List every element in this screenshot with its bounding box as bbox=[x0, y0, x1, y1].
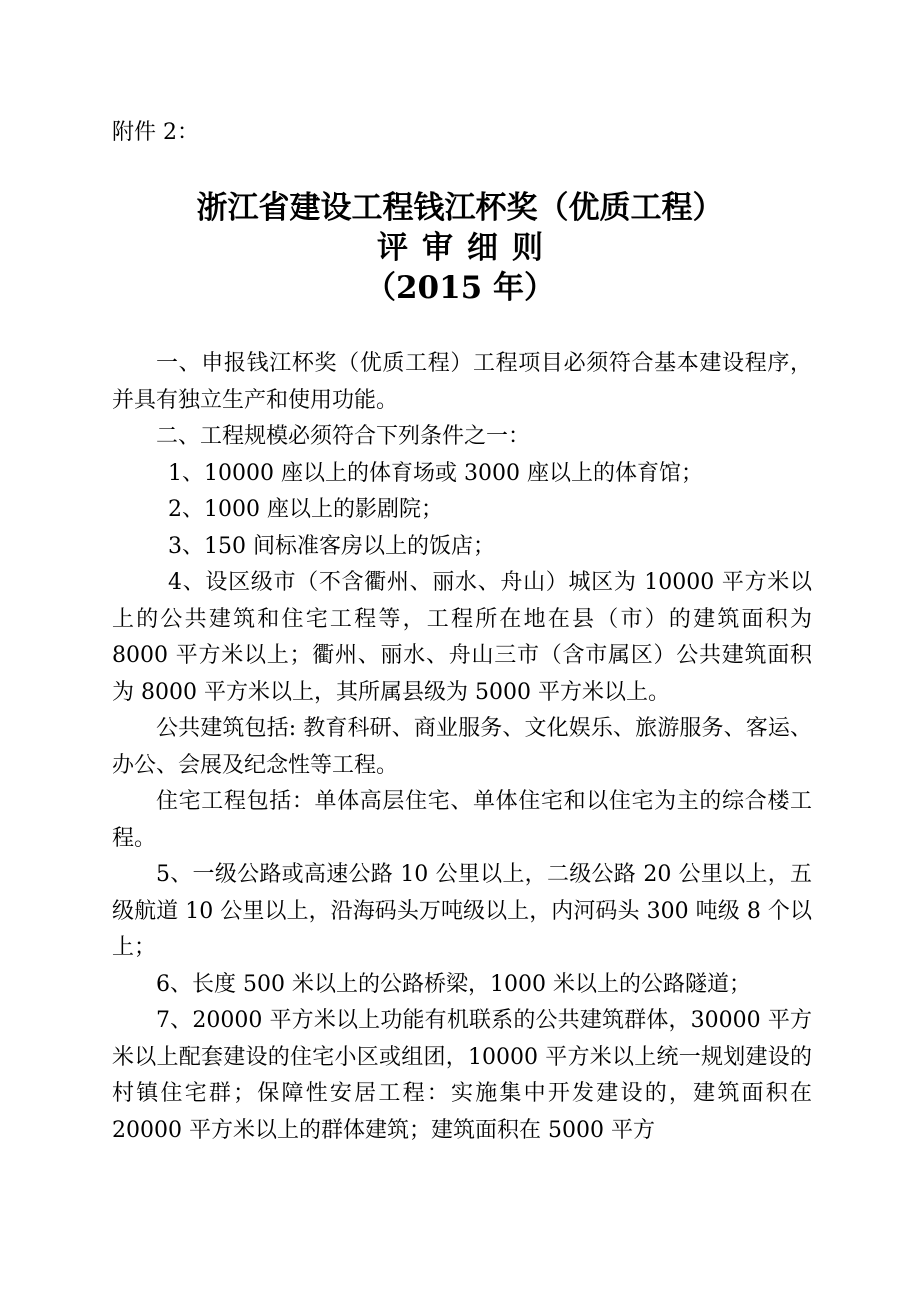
document-body bbox=[112, 346, 812, 1149]
list-item-bridge-tunnel: 6、长度 500 米以上的公路桥梁，1000 米以上的公路隧道； bbox=[156, 971, 751, 997]
list-item-city-area: 4、设区级市（不含衢州、丽水、舟山）城区为 10000 平方米以上的公共建筑和住宅工程等，工程所在地在县（市）的建筑面积为 8000 平方米以上；衢州、丽水、舟山三市（含市属区）公共建筑面积为 8000 平方米以上，其所属县级为 5000 平方米以上。 bbox=[112, 570, 812, 705]
list-item-building-group: 7、20000 平方米以上功能有机联系的公共建筑群体，30000 平方米以上配套建设的住宅小区或组团，10000 平方米以上统一规划建设的村镇住宅群；保障性安居工程：实施集中开发建设的，建筑面积在 20000 平方米以上的群体建筑；建筑面积在 5000 平方 bbox=[112, 1008, 812, 1143]
list-item-highway: 5、一级公路或高速公路 10 公里以上，二级公路 20 公里以上，五级航道 10 公里以上，沿海码头万吨级以上，内河码头 300 吨级 8 个以上； bbox=[112, 862, 812, 960]
paragraph-public-buildings: 公共建筑包括: 教育科研、商业服务、文化娱乐、旅游服务、客运、办公、会展及纪念性等工程。 bbox=[112, 716, 812, 778]
document-subtitle: 评审细则 bbox=[377, 230, 557, 266]
document-year: （2015 年） bbox=[364, 270, 556, 306]
paragraph-residential: 住宅工程包括：单体高层住宅、单体住宅和以住宅为主的综合楼工程。 bbox=[112, 789, 812, 851]
list-item-stadium: 1、10000 座以上的体育场或 3000 座以上的体育馆； bbox=[168, 460, 703, 486]
attachment-label: 附件 2： bbox=[112, 120, 199, 145]
list-item-theater: 2、1000 座以上的影剧院； bbox=[168, 497, 443, 522]
document-title: 浙江省建设工程钱江杯奖（优质工程） bbox=[196, 190, 724, 226]
paragraph-requirement-procedure: 一、申报钱江杯奖（优质工程）工程项目必须符合基本建设程序，并具有独立生产和使用功能。 bbox=[112, 351, 812, 413]
paragraph-scale-conditions: 二、工程规模必须符合下列条件之一： bbox=[156, 424, 531, 449]
list-item-hotel: 3、150 间标准客房以上的饭店； bbox=[168, 533, 495, 559]
